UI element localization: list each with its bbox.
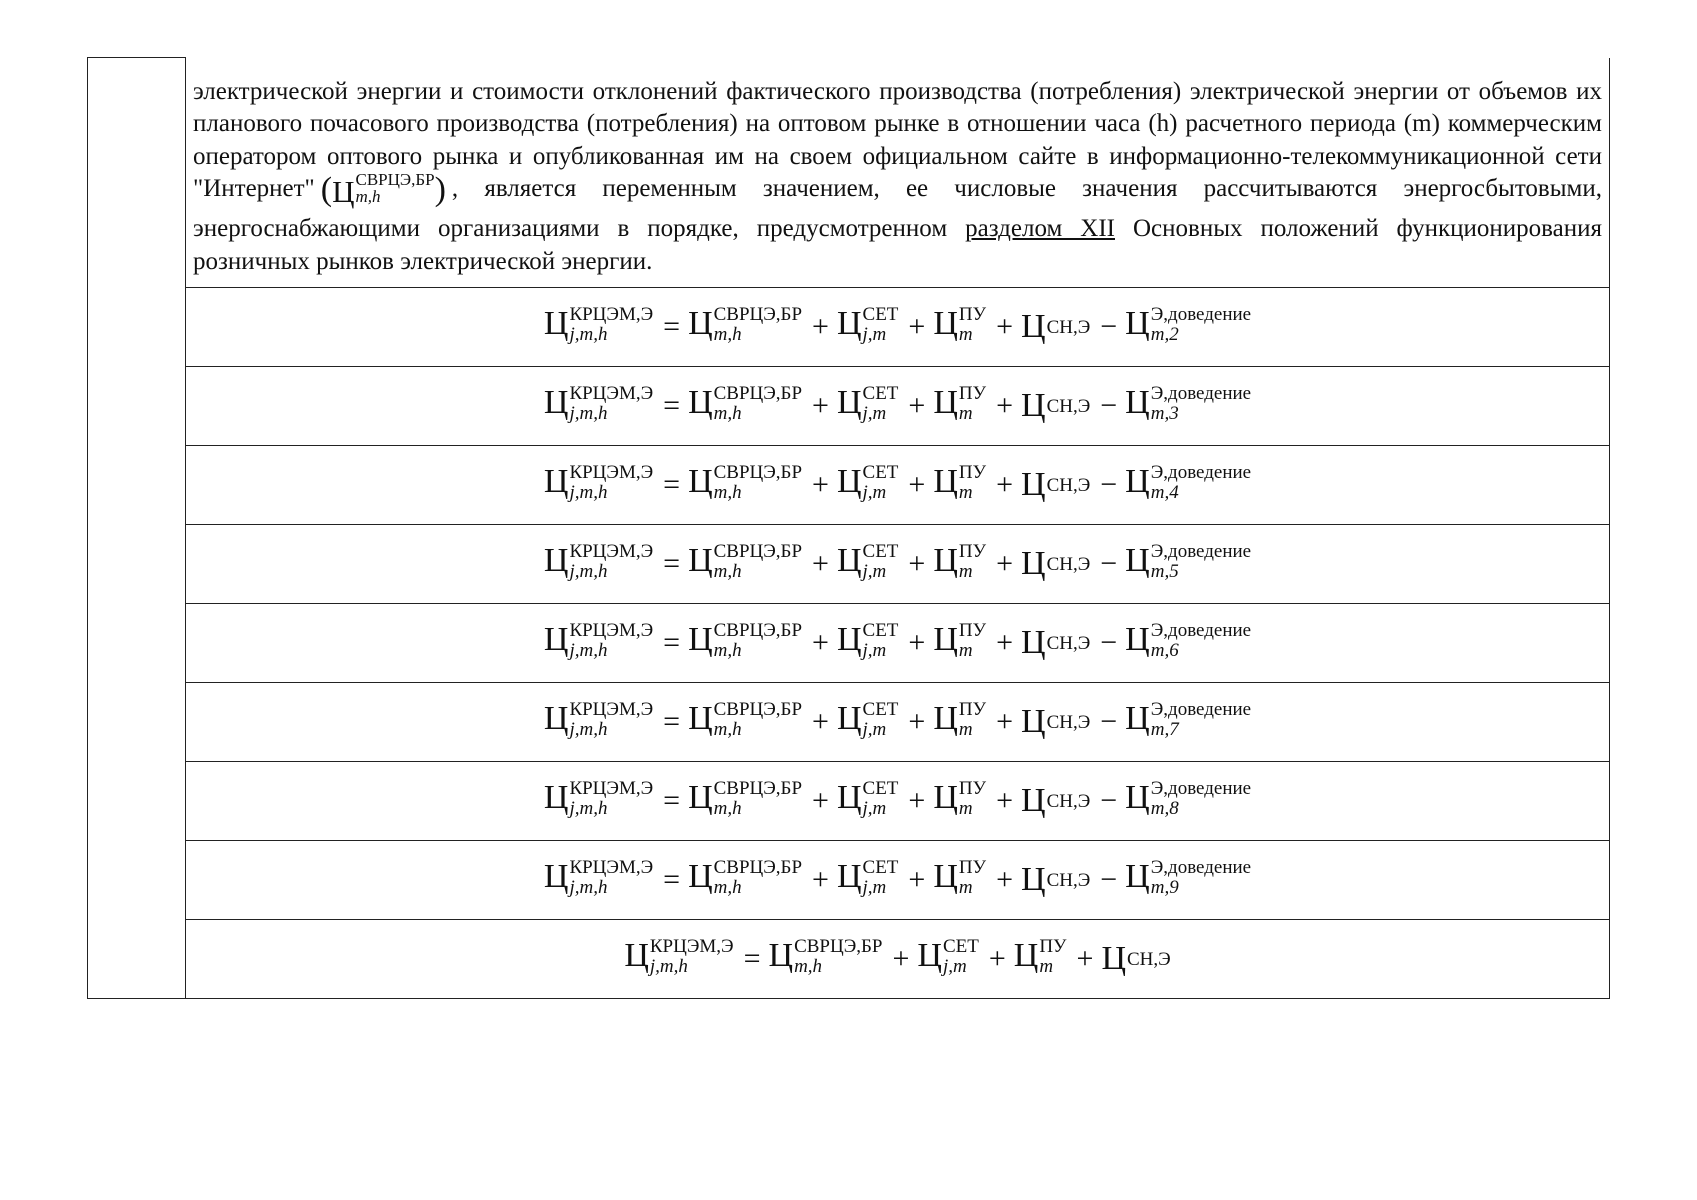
lhs-term: [543, 383, 654, 426]
infrastructure-term-superscript: ПУ: [958, 857, 987, 879]
wholesale-price-term-superscript: СВРЦЭ,БР: [713, 620, 803, 642]
wholesale-price-term-superscript: СВРЦЭ,БР: [713, 699, 803, 721]
network-tariff-term-subscript: j,m: [862, 561, 887, 583]
formula-row: [88, 920, 1610, 999]
network-tariff-term-superscript: СЕТ: [862, 699, 899, 721]
network-tariff-term-superscript: СЕТ: [862, 620, 899, 642]
wholesale-price-term-subscript: m,h: [713, 403, 742, 425]
network-tariff-term: [836, 541, 899, 584]
adjustment-term-subscript: m,5: [1150, 561, 1179, 583]
infrastructure-term: [933, 699, 987, 742]
plus-sign: +: [812, 784, 829, 818]
wholesale-price-term: [688, 383, 803, 426]
plus-sign: +: [988, 942, 1006, 976]
adjustment-term-superscript: Э,доведение: [1150, 778, 1252, 800]
sales-markup-term-superscript: СН,Э: [1046, 317, 1091, 339]
wholesale-price-term-superscript: СВРЦЭ,БР: [713, 383, 803, 405]
adjustment-term-subscript: m,9: [1150, 877, 1179, 899]
equals-sign: =: [663, 310, 681, 344]
intro-text-before: электрической энергии и стоимости отклонений фактического производства (потребления) электрической энергии от объемов их планового почасового производства (потребления) на оптовом рынке в отношении часа (h) расчетного периода (m) коммерческим оператором оптового рынка и опубликованная им на своем официальном сайте в информационно-телекоммуникационной сети "Интернет": [193, 77, 1602, 202]
infrastructure-term-base: Ц: [933, 542, 958, 580]
infrastructure-term: [933, 462, 987, 505]
plus-sign: +: [812, 468, 829, 502]
lhs-term-subscript: j,m,h: [649, 956, 688, 978]
infrastructure-term-subscript: m: [958, 640, 973, 662]
plus-sign: +: [908, 863, 926, 897]
infrastructure-term-subscript: m: [958, 324, 973, 346]
adjustment-term-superscript: Э,доведение: [1150, 383, 1252, 405]
network-tariff-term-superscript: СЕТ: [862, 462, 899, 484]
wholesale-price-term-subscript: m,h: [713, 877, 742, 899]
adjustment-term-base: Ц: [1125, 463, 1150, 501]
network-tariff-term-base: Ц: [836, 305, 862, 343]
sales-markup-term-superscript: СН,Э: [1046, 633, 1091, 655]
plus-sign: +: [996, 389, 1013, 423]
wholesale-price-term: [688, 304, 803, 347]
lhs-term-subscript: j,m,h: [569, 324, 608, 346]
plus-sign: +: [908, 784, 926, 818]
lhs-term: [543, 857, 654, 900]
formula: [543, 778, 1252, 821]
adjustment-term: [1125, 304, 1252, 347]
intro-text-middle: , является переменным значением, ее числовые значения рассчитываются энергосбытовыми, энергоснабжающими организациями в порядке, предусмотренном: [193, 175, 1602, 243]
sales-markup-term-base: Ц: [1021, 861, 1046, 899]
intro-text-cell: [186, 58, 1610, 288]
formula-row: [88, 288, 1610, 367]
lhs-term: [543, 778, 654, 821]
lhs-term-subscript: j,m,h: [569, 482, 608, 504]
infrastructure-term-base: Ц: [933, 463, 958, 501]
sales-markup-term: [1021, 468, 1090, 502]
equals-sign: =: [663, 863, 681, 897]
infrastructure-term-superscript: ПУ: [958, 699, 987, 721]
plus-sign: +: [996, 626, 1013, 660]
sales-markup-term: [1021, 784, 1090, 818]
wholesale-price-term-subscript: m,h: [713, 561, 742, 583]
network-tariff-term-base: Ц: [836, 700, 862, 738]
infrastructure-term-superscript: ПУ: [958, 304, 987, 326]
lhs-term-subscript: j,m,h: [569, 877, 608, 899]
network-tariff-term: [836, 857, 899, 900]
network-tariff-term-base: Ц: [917, 937, 942, 975]
plus-sign: +: [996, 468, 1013, 502]
inline-symbol-base: Ц: [332, 174, 355, 209]
lhs-term-base: Ц: [624, 937, 649, 975]
formula: [543, 462, 1252, 505]
adjustment-term-base: Ц: [1125, 779, 1150, 817]
adjustment-term-base: Ц: [1125, 700, 1150, 738]
lhs-term-subscript: j,m,h: [569, 640, 608, 662]
infrastructure-term: [933, 383, 987, 426]
plus-sign: +: [996, 547, 1013, 581]
formula-table: [87, 57, 1610, 999]
adjustment-term-superscript: Э,доведение: [1150, 620, 1252, 642]
lhs-term-subscript: j,m,h: [569, 798, 608, 820]
network-tariff-term: [917, 936, 979, 979]
adjustment-term-superscript: Э,доведение: [1150, 699, 1252, 721]
network-tariff-term-subscript: j,m: [862, 798, 887, 820]
formula: [543, 304, 1252, 347]
lhs-term: [543, 699, 654, 742]
wholesale-price-term-superscript: СВРЦЭ,БР: [713, 857, 803, 879]
wholesale-price-term-base: Ц: [688, 621, 713, 659]
lhs-term-base: Ц: [543, 858, 569, 896]
network-tariff-term-superscript: СЕТ: [862, 778, 899, 800]
sales-markup-term: [1021, 389, 1090, 423]
wholesale-price-term-base: Ц: [768, 937, 794, 975]
plus-sign: +: [908, 547, 926, 581]
lhs-term-superscript: КРЦЭМ,Э: [569, 541, 654, 563]
wholesale-price-term-base: Ц: [688, 305, 713, 343]
plus-sign: +: [1076, 942, 1094, 976]
infrastructure-term-superscript: ПУ: [958, 778, 987, 800]
adjustment-term-superscript: Э,доведение: [1150, 304, 1252, 326]
formula: [543, 857, 1252, 900]
sales-markup-term-base: Ц: [1101, 940, 1126, 978]
sales-markup-term-base: Ц: [1021, 466, 1046, 504]
wholesale-price-term-subscript: m,h: [713, 640, 742, 662]
formula-cell: [186, 841, 1610, 920]
lhs-term: [543, 304, 654, 347]
infrastructure-term-base: Ц: [933, 700, 958, 738]
equals-sign: =: [663, 389, 681, 423]
network-tariff-term-superscript: СЕТ: [862, 304, 899, 326]
network-tariff-term-base: Ц: [836, 542, 862, 580]
formula-cell: [186, 920, 1610, 999]
sales-markup-term-base: Ц: [1021, 782, 1046, 820]
network-tariff-term: [836, 462, 899, 505]
formula-row: [88, 367, 1610, 446]
lhs-term-superscript: КРЦЭМ,Э: [649, 936, 734, 958]
adjustment-term-subscript: m,3: [1150, 403, 1179, 425]
wholesale-price-term: [688, 857, 803, 900]
adjustment-term: [1125, 699, 1252, 742]
minus-sign: −: [1100, 547, 1118, 581]
infrastructure-term-subscript: m: [958, 561, 973, 583]
infrastructure-term-superscript: ПУ: [958, 383, 987, 405]
wholesale-price-term-base: Ц: [688, 542, 713, 580]
sales-markup-term: [1021, 705, 1090, 739]
sales-markup-term-superscript: СН,Э: [1046, 554, 1091, 576]
wholesale-price-term-subscript: m,h: [713, 798, 742, 820]
section-xii-link[interactable]: разделом XII: [965, 215, 1115, 243]
wholesale-price-term: [688, 778, 803, 821]
adjustment-term-base: Ц: [1125, 621, 1150, 659]
infrastructure-term-subscript: m: [958, 403, 973, 425]
formula-row: [88, 683, 1610, 762]
infrastructure-term-superscript: ПУ: [1039, 936, 1067, 958]
sales-markup-term-superscript: СН,Э: [1046, 396, 1091, 418]
formula: [543, 541, 1252, 584]
formula-row: [88, 762, 1610, 841]
adjustment-term-subscript: m,7: [1150, 719, 1179, 741]
text-row: [88, 58, 1610, 288]
plus-sign: +: [996, 705, 1013, 739]
inline-symbol-sub: m,h: [355, 187, 381, 207]
network-tariff-term-base: Ц: [836, 858, 862, 896]
sales-markup-term-superscript: СН,Э: [1127, 949, 1171, 971]
network-tariff-term-subscript: j,m: [862, 324, 887, 346]
adjustment-term-base: Ц: [1125, 542, 1150, 580]
infrastructure-term-subscript: m: [958, 877, 973, 899]
lhs-term: [543, 541, 654, 584]
lhs-term-superscript: КРЦЭМ,Э: [569, 778, 654, 800]
network-tariff-term-superscript: СЕТ: [862, 857, 899, 879]
network-tariff-term: [836, 620, 899, 663]
wholesale-price-term-subscript: m,h: [713, 482, 742, 504]
wholesale-price-term: [688, 620, 803, 663]
empty-left-column: [88, 58, 186, 999]
lhs-term-superscript: КРЦЭМ,Э: [569, 620, 654, 642]
infrastructure-term-subscript: m: [958, 482, 973, 504]
plus-sign: +: [812, 310, 829, 344]
equals-sign: =: [663, 547, 681, 581]
network-tariff-term-subscript: j,m: [862, 877, 887, 899]
lhs-term-superscript: КРЦЭМ,Э: [569, 383, 654, 405]
plus-sign: +: [812, 863, 829, 897]
formula: [543, 383, 1252, 426]
network-tariff-term-base: Ц: [836, 779, 862, 817]
sales-markup-term-base: Ц: [1021, 624, 1046, 662]
infrastructure-term-subscript: m: [1039, 956, 1054, 978]
plus-sign: +: [812, 389, 829, 423]
network-tariff-term-subscript: j,m: [862, 482, 887, 504]
adjustment-term-base: Ц: [1125, 305, 1150, 343]
wholesale-price-term-superscript: СВРЦЭ,БР: [713, 778, 803, 800]
network-tariff-term-base: Ц: [836, 384, 862, 422]
lhs-term-superscript: КРЦЭМ,Э: [569, 462, 654, 484]
formula-cell: [186, 683, 1610, 762]
wholesale-price-term: [768, 936, 883, 979]
sales-markup-term-superscript: СН,Э: [1046, 870, 1091, 892]
plus-sign: +: [908, 626, 926, 660]
wholesale-price-term-superscript: СВРЦЭ,БР: [713, 462, 803, 484]
infrastructure-term-superscript: ПУ: [958, 462, 987, 484]
intro-text-after: Основных положений функционирования розничных рынков электрической энергии.: [193, 215, 1603, 275]
formula-row: [88, 841, 1610, 920]
infrastructure-term-base: Ц: [933, 384, 958, 422]
infrastructure-term: [933, 778, 987, 821]
infrastructure-term-base: Ц: [933, 621, 958, 659]
sales-markup-term-base: Ц: [1021, 387, 1046, 425]
lhs-term-base: Ц: [543, 542, 569, 580]
wholesale-price-term-subscript: m,h: [713, 719, 742, 741]
wholesale-price-term-base: Ц: [688, 858, 713, 896]
plus-sign: +: [908, 389, 926, 423]
lhs-term-superscript: КРЦЭМ,Э: [569, 304, 654, 326]
adjustment-term-base: Ц: [1125, 384, 1150, 422]
network-tariff-term-superscript: СЕТ: [862, 383, 899, 405]
sales-markup-term: [1021, 626, 1090, 660]
sales-markup-term: [1021, 310, 1090, 344]
formula: [543, 620, 1252, 663]
plus-sign: +: [812, 705, 829, 739]
formula-cell: [186, 288, 1610, 367]
inline-price-symbol: (Ц СВРЦЭ,БР m,h ): [320, 170, 446, 209]
sales-markup-term-base: Ц: [1021, 703, 1046, 741]
minus-sign: −: [1100, 468, 1118, 502]
adjustment-term: [1125, 857, 1252, 900]
adjustment-term-subscript: m,4: [1150, 482, 1179, 504]
infrastructure-term-base: Ц: [933, 779, 958, 817]
formula-row: [88, 446, 1610, 525]
infrastructure-term-superscript: ПУ: [958, 541, 987, 563]
lhs-term-subscript: j,m,h: [569, 719, 608, 741]
intro-paragraph: [193, 76, 1602, 279]
plus-sign: +: [996, 784, 1013, 818]
minus-sign: −: [1100, 784, 1118, 818]
infrastructure-term: [933, 304, 987, 347]
sales-markup-term-base: Ц: [1021, 308, 1046, 346]
adjustment-term-subscript: m,6: [1150, 640, 1179, 662]
minus-sign: −: [1100, 389, 1118, 423]
network-tariff-term: [836, 304, 899, 347]
network-tariff-term-base: Ц: [836, 463, 862, 501]
adjustment-term-superscript: Э,доведение: [1150, 462, 1252, 484]
sales-markup-term: [1101, 942, 1170, 976]
lhs-term-base: Ц: [543, 621, 569, 659]
lhs-term-base: Ц: [543, 463, 569, 501]
infrastructure-term-subscript: m: [958, 798, 973, 820]
equals-sign: =: [663, 784, 681, 818]
lhs-term: [543, 620, 654, 663]
lhs-term-base: Ц: [543, 384, 569, 422]
adjustment-term: [1125, 778, 1252, 821]
infrastructure-term-base: Ц: [1013, 937, 1039, 975]
formula-cell: [186, 525, 1610, 604]
sales-markup-term: [1021, 863, 1090, 897]
infrastructure-term: [933, 620, 987, 663]
lhs-term: [543, 462, 654, 505]
plus-sign: +: [908, 310, 926, 344]
lhs-term-base: Ц: [543, 700, 569, 738]
plus-sign: +: [812, 547, 829, 581]
wholesale-price-term-superscript: СВРЦЭ,БР: [794, 936, 883, 958]
sales-markup-term: [1021, 547, 1090, 581]
plus-sign: +: [812, 626, 829, 660]
formula-row: [88, 604, 1610, 683]
inline-symbol-sup: СВРЦЭ,БР: [355, 170, 435, 190]
plus-sign: +: [996, 863, 1013, 897]
infrastructure-term: [933, 857, 987, 900]
network-tariff-term: [836, 383, 899, 426]
wholesale-price-term-subscript: m,h: [794, 956, 823, 978]
sales-markup-term-base: Ц: [1021, 545, 1046, 583]
adjustment-term-superscript: Э,доведение: [1150, 541, 1252, 563]
network-tariff-term-subscript: j,m: [862, 719, 887, 741]
lhs-term-superscript: КРЦЭМ,Э: [569, 699, 654, 721]
network-tariff-term-subscript: j,m: [862, 403, 887, 425]
lhs-term-base: Ц: [543, 779, 569, 817]
equals-sign: =: [663, 468, 681, 502]
sales-markup-term-superscript: СН,Э: [1046, 475, 1091, 497]
lhs-term-subscript: j,m,h: [569, 403, 608, 425]
plus-sign: +: [908, 705, 926, 739]
minus-sign: −: [1100, 705, 1118, 739]
formula: [543, 699, 1252, 742]
network-tariff-term-base: Ц: [836, 621, 862, 659]
formula-cell: [186, 762, 1610, 841]
adjustment-term: [1125, 541, 1252, 584]
wholesale-price-term: [688, 699, 803, 742]
lhs-term-subscript: j,m,h: [569, 561, 608, 583]
minus-sign: −: [1100, 626, 1118, 660]
adjustment-term-subscript: m,8: [1150, 798, 1179, 820]
minus-sign: −: [1100, 310, 1118, 344]
infrastructure-term: [933, 541, 987, 584]
wholesale-price-term-base: Ц: [688, 384, 713, 422]
network-tariff-term-subscript: j,m: [862, 640, 887, 662]
wholesale-price-term-subscript: m,h: [713, 324, 742, 346]
network-tariff-term-superscript: СЕТ: [862, 541, 899, 563]
wholesale-price-term: [688, 541, 803, 584]
adjustment-term-superscript: Э,доведение: [1150, 857, 1252, 879]
network-tariff-term: [836, 699, 899, 742]
formula-row: [88, 525, 1610, 604]
wholesale-price-term-base: Ц: [688, 463, 713, 501]
formula: [624, 936, 1171, 979]
infrastructure-term-base: Ц: [933, 858, 958, 896]
sales-markup-term-superscript: СН,Э: [1046, 791, 1091, 813]
wholesale-price-term-base: Ц: [688, 779, 713, 817]
network-tariff-term: [836, 778, 899, 821]
adjustment-term: [1125, 383, 1252, 426]
wholesale-price-term-superscript: СВРЦЭ,БР: [713, 541, 803, 563]
infrastructure-term-base: Ц: [933, 305, 958, 343]
infrastructure-term-superscript: ПУ: [958, 620, 987, 642]
network-tariff-term-subscript: j,m: [942, 956, 967, 978]
formula-cell: [186, 604, 1610, 683]
adjustment-term-subscript: m,2: [1150, 324, 1179, 346]
sales-markup-term-superscript: СН,Э: [1046, 712, 1091, 734]
wholesale-price-term: [688, 462, 803, 505]
adjustment-term: [1125, 462, 1252, 505]
formula-cell: [186, 367, 1610, 446]
lhs-term-superscript: КРЦЭМ,Э: [569, 857, 654, 879]
equals-sign: =: [663, 626, 681, 660]
wholesale-price-term-base: Ц: [688, 700, 713, 738]
lhs-term-base: Ц: [543, 305, 569, 343]
network-tariff-term-superscript: СЕТ: [942, 936, 979, 958]
lhs-term: [624, 936, 734, 979]
adjustment-term-base: Ц: [1125, 858, 1150, 896]
formula-cell: [186, 446, 1610, 525]
plus-sign: +: [996, 310, 1013, 344]
plus-sign: +: [892, 942, 910, 976]
equals-sign: =: [743, 942, 761, 976]
infrastructure-term-subscript: m: [958, 719, 973, 741]
adjustment-term: [1125, 620, 1252, 663]
wholesale-price-term-superscript: СВРЦЭ,БР: [713, 304, 803, 326]
equals-sign: =: [663, 705, 681, 739]
plus-sign: +: [908, 468, 926, 502]
minus-sign: −: [1100, 863, 1118, 897]
infrastructure-term: [1013, 936, 1067, 979]
